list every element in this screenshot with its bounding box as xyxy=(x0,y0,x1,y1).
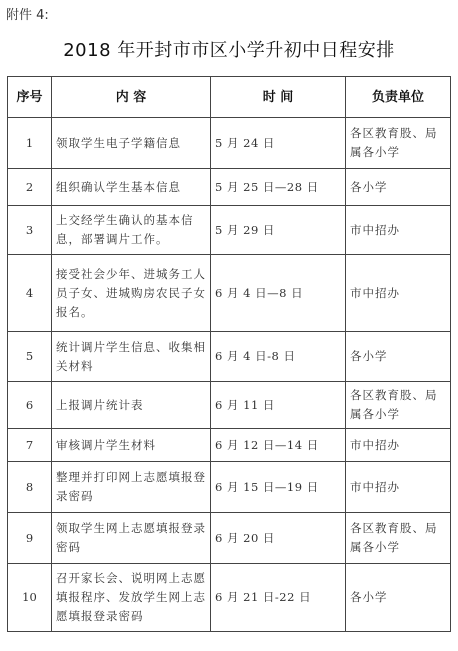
row-unit: 市中招办 xyxy=(346,206,451,255)
row-time: 5 月 29 日 xyxy=(211,206,346,255)
row-content: 统计调片学生信息、收集相关材料 xyxy=(52,332,211,382)
row-number: 10 xyxy=(8,564,52,632)
row-number: 5 xyxy=(8,332,52,382)
row-number: 7 xyxy=(8,429,52,462)
row-number: 2 xyxy=(8,169,52,206)
row-unit: 各区教育股、局属各小学 xyxy=(346,118,451,169)
column-header-time: 时 间 xyxy=(211,77,346,118)
row-number: 4 xyxy=(8,255,52,332)
row-content: 接受社会少年、进城务工人员子女、进城购房农民子女报名。 xyxy=(52,255,211,332)
table-row xyxy=(8,429,451,462)
table-row xyxy=(8,462,451,513)
schedule-table xyxy=(7,76,451,632)
table-header-row xyxy=(8,77,451,118)
table-row xyxy=(8,255,451,332)
row-time: 6 月 12 日—14 日 xyxy=(211,429,346,462)
row-time: 6 月 11 日 xyxy=(211,382,346,429)
row-time: 6 月 15 日—19 日 xyxy=(211,462,346,513)
row-unit: 各小学 xyxy=(346,564,451,632)
row-time: 5 月 25 日—28 日 xyxy=(211,169,346,206)
row-number: 6 xyxy=(8,382,52,429)
row-content: 审核调片学生材料 xyxy=(52,429,211,462)
table-row xyxy=(8,564,451,632)
row-content: 整理并打印网上志愿填报登录密码 xyxy=(52,462,211,513)
column-header-content: 内 容 xyxy=(52,77,211,118)
row-number: 1 xyxy=(8,118,52,169)
table-row xyxy=(8,118,451,169)
row-content: 领取学生电子学籍信息 xyxy=(52,118,211,169)
row-number: 8 xyxy=(8,462,52,513)
row-content: 召开家长会、说明网上志愿填报程序、发放学生网上志愿填报登录密码 xyxy=(52,564,211,632)
row-unit: 市中招办 xyxy=(346,429,451,462)
row-unit: 市中招办 xyxy=(346,255,451,332)
row-unit: 各区教育股、局属各小学 xyxy=(346,382,451,429)
row-time: 5 月 24 日 xyxy=(211,118,346,169)
row-content: 上报调片统计表 xyxy=(52,382,211,429)
column-header-number: 序号 xyxy=(8,77,52,118)
row-time: 6 月 4 日-8 日 xyxy=(211,332,346,382)
row-number: 9 xyxy=(8,513,52,564)
row-unit: 市中招办 xyxy=(346,462,451,513)
table-row xyxy=(8,332,451,382)
table-row xyxy=(8,206,451,255)
attachment-label: 附件 4: xyxy=(6,8,49,23)
table-row xyxy=(8,513,451,564)
row-time: 6 月 4 日—8 日 xyxy=(211,255,346,332)
row-content: 上交经学生确认的基本信息，部署调片工作。 xyxy=(52,206,211,255)
table-row xyxy=(8,169,451,206)
row-content: 组织确认学生基本信息 xyxy=(52,169,211,206)
row-unit: 各区教育股、局属各小学 xyxy=(346,513,451,564)
document-title: 2018 年开封市市区小学升初中日程安排 xyxy=(63,40,395,61)
row-unit: 各小学 xyxy=(346,332,451,382)
column-header-unit: 负责单位 xyxy=(346,77,451,118)
row-time: 6 月 20 日 xyxy=(211,513,346,564)
row-unit: 各小学 xyxy=(346,169,451,206)
row-number: 3 xyxy=(8,206,52,255)
table-row xyxy=(8,382,451,429)
row-time: 6 月 21 日-22 日 xyxy=(211,564,346,632)
row-content: 领取学生网上志愿填报登录密码 xyxy=(52,513,211,564)
